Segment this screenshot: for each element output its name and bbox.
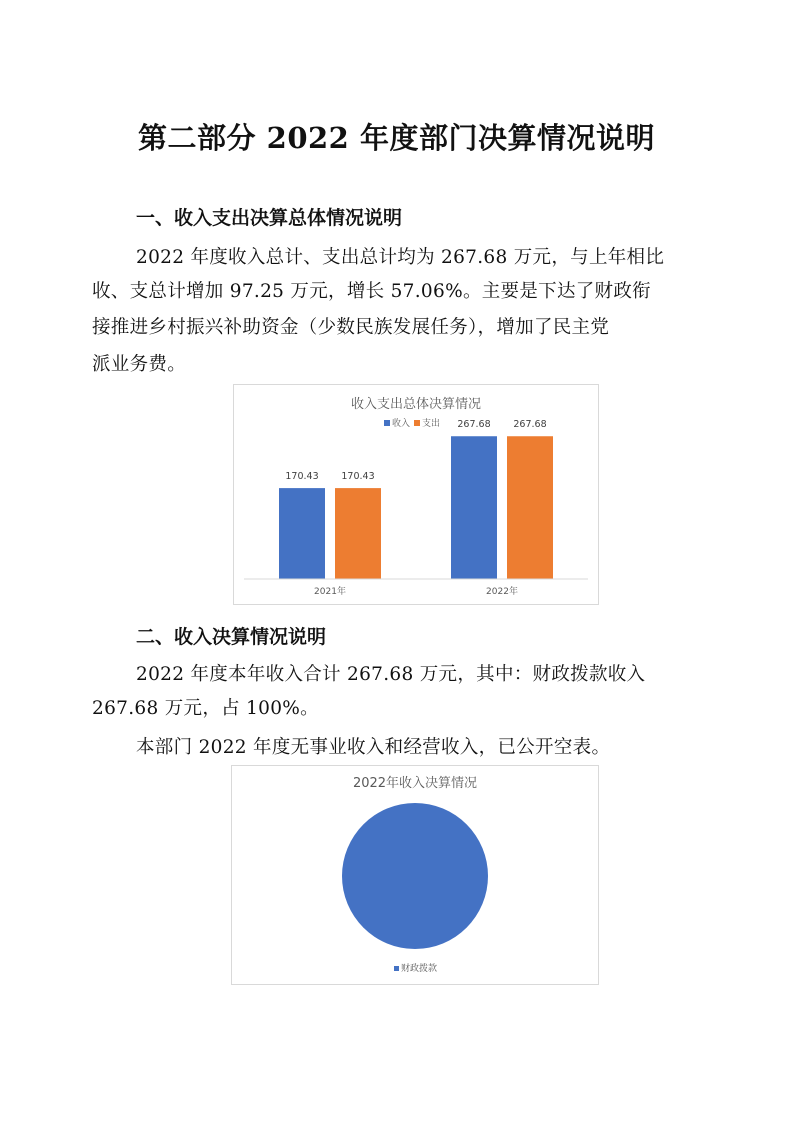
bar-data-label: 267.68 <box>457 419 491 431</box>
legend-expense-swatch <box>414 420 420 426</box>
pie-slice <box>342 803 488 949</box>
paragraph-line: 2022 年度收入总计、支出总计均为 267.68 万元，与上年相比 <box>136 247 665 268</box>
bars-layer <box>279 419 553 579</box>
bar-income <box>279 488 325 579</box>
section-heading-1: 一、收入支出决算总体情况说明 <box>136 207 403 229</box>
paragraph-line: 派业务费。 <box>92 354 187 375</box>
legend-income-swatch <box>384 420 390 426</box>
paragraph-line: 267.68 万元，占 100%。 <box>92 698 319 719</box>
bar-chart <box>234 385 598 604</box>
bar-chart-frame <box>233 384 599 605</box>
section-heading-2: 二、收入决算情况说明 <box>136 626 327 648</box>
bar-data-label: 170.43 <box>285 471 319 483</box>
bar-chart-title: 收入支出总体决算情况 <box>350 397 482 412</box>
paragraph-line: 2022 年度本年收入合计 267.68 万元，其中：财政拨款收入 <box>136 664 646 685</box>
bar-income <box>451 436 497 579</box>
bar-expense <box>507 436 553 579</box>
bar-data-label: 267.68 <box>513 419 547 431</box>
pie-chart-frame <box>231 765 599 985</box>
paragraph-line: 本部门 2022 年度无事业收入和经营收入，已公开空表。 <box>136 737 611 758</box>
bar-expense <box>335 488 381 579</box>
x-tick-label: 2021年 <box>314 587 346 597</box>
legend-expense-label: 支出 <box>422 419 441 429</box>
paragraph-line: 收、支总计增加 97.25 万元，增长 57.06%。主要是下达了财政衔 <box>92 281 651 302</box>
pie-chart-title: 2022年收入决算情况 <box>352 776 478 791</box>
bar-chart-legend <box>384 417 440 429</box>
legend-swatch <box>394 966 399 971</box>
x-tick-label: 2022年 <box>486 587 518 597</box>
bar-data-label: 170.43 <box>341 471 375 483</box>
paragraph-line: 接推进乡村振兴补助资金（少数民族发展任务），增加了民主党 <box>92 317 610 338</box>
legend-label: 财政拨款 <box>401 964 438 974</box>
pie-chart <box>232 766 598 984</box>
page-title: 第二部分 2022 年度部门决算情况说明 <box>138 121 655 155</box>
legend-income-label: 收入 <box>392 419 411 429</box>
